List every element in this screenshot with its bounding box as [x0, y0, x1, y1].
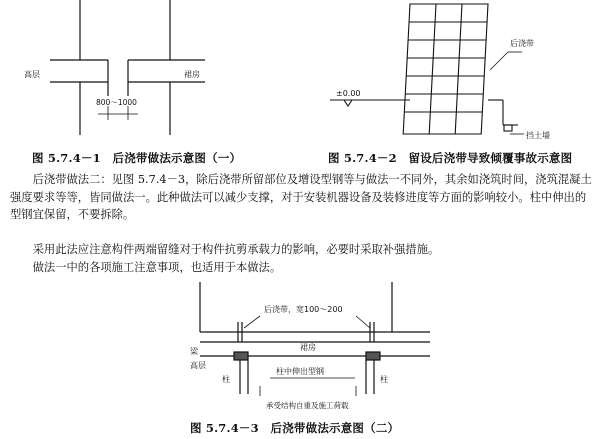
paragraph-3: 做法一中的各项施工注意事项，也适用于本做法。 [32, 261, 282, 274]
fig1-label-high: 高层 [24, 70, 40, 79]
figure-1-drawing [20, 0, 220, 150]
fig3-label-load: 承受结构自重及施工荷载 [266, 401, 349, 410]
fig3-label-podium: 裙房 [300, 343, 316, 352]
fig3-label-col-left: 柱 [222, 375, 230, 384]
fig2-label-band: 后浇带 [510, 39, 534, 48]
paragraph-1: 后浇带做法二：见图 5.7.4－3，除后浇带所留部位及增设型钢等与做法一不同外，其余如浇筑时间，浇筑混凝土强度要求等等，皆同做法一。此种做法可以减少支撑，对于安装机器设备及装修进度等方面的影响较小。柱中伸出的型钢宜保留，不要拆除。 [10, 173, 592, 221]
fig3-label-band: 后浇带，宽100～200 [264, 305, 343, 314]
fig3-label-high: 高层 [190, 361, 206, 370]
fig1-label-podium: 裙房 [184, 70, 200, 79]
paragraph-2: 采用此法应注意构件两端留缝对于构件抗剪承载力的影响，必要时采取补强措施。 [32, 243, 440, 256]
fig3-caption: 图 5.7.4－3 后浇带做法示意图（二） [190, 421, 400, 435]
fig1-dimension: 800～1000 [96, 98, 137, 107]
figure-3 [160, 282, 460, 422]
fig3-label-beam: 梁 [190, 347, 198, 356]
figure-2 [318, 0, 578, 150]
figure-1 [20, 0, 220, 150]
fig2-label-level: ±0.00 [336, 89, 361, 98]
figure-2-drawing [318, 0, 578, 150]
fig3-label-steel: 柱中伸出型钢 [276, 367, 324, 376]
fig1-caption: 图 5.7.4－1 后浇带做法示意图（一） [32, 151, 242, 165]
fig2-label-wall: 挡土墙 [526, 131, 550, 140]
figure-3-drawing [160, 282, 460, 422]
fig3-label-col-right: 柱 [380, 375, 388, 384]
fig2-caption: 图 5.7.4－2 留设后浇带导致倾覆事故示意图 [328, 151, 573, 165]
